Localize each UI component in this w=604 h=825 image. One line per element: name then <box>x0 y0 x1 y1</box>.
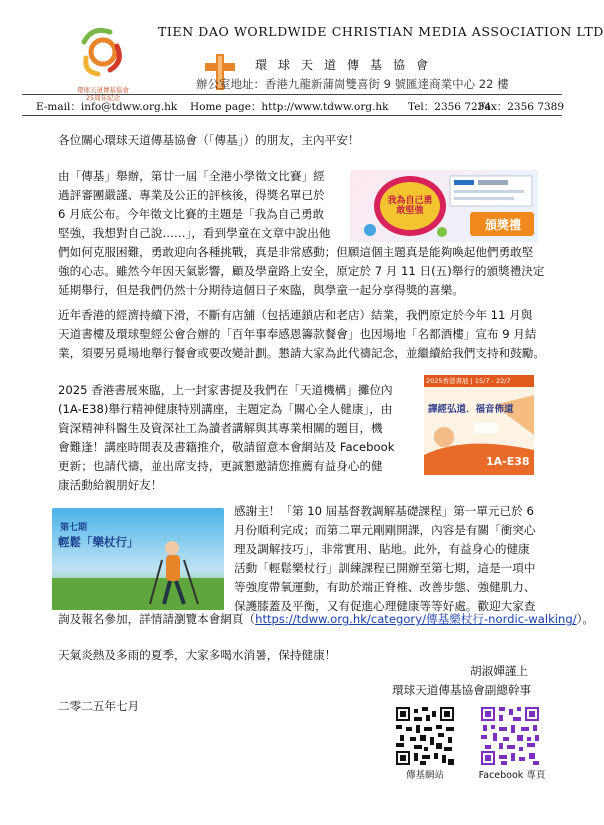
p3-line: 2025 香港書展來臨，上一封家書提及我們在「天道機構」攤位內 <box>58 383 393 397</box>
p1-line: 們如何克服困難，勇敢迎向各種挑戰，真是非常感動；但願這個主題真是能夠喚起他們勇敢堅 <box>58 245 534 259</box>
p1-line: 延期舉行，但是我們仍然十分期待這個日子來臨，與學童一起分享得獎的喜樂。 <box>58 283 464 297</box>
p3-line: 更新；也請代禱，並出席支持，更誠懇邀請您推薦有益身心的健 <box>58 459 383 473</box>
p3-line: 資深精神科醫生及資深社工為讀者講解與其專業相關的題目，機 <box>58 421 383 435</box>
link-prefix: 詢及報名參加，詳情請瀏覽本會網頁（ <box>58 612 256 626</box>
p4-line: 等強度帶氧運動，有助於端正脊椎、改善步態、強健肌力、 <box>234 580 536 594</box>
p1-line: 強的心志。雖然今年因天氣影響，顧及學童路上安全，原定於 7 月 11 日(五)舉行的頒獎禮決定 <box>58 264 545 278</box>
p4-line: 月份順利完成；而第二單元剛剛開課，內容是有關「衝突心 <box>234 523 536 537</box>
book-fair-image <box>424 375 534 475</box>
award-ceremony-label: 頒獎禮 <box>484 218 521 232</box>
paragraph-essay-competition-cont <box>58 243 558 300</box>
letter-date: 二零二五年七月 <box>58 699 140 713</box>
p2-line: 業，須要另覓場地舉行餐會或要改變計劃。懇請大家為此代禱記念，並繼續給我們支持和鼓勵。 <box>58 346 545 360</box>
p1-line: 過評審團嚴謹、專業及公正的評核後，得獎名單已於 <box>58 188 325 202</box>
p3-line: 康活動給親朋好友！ <box>58 478 163 492</box>
book-fair-dates: 2025香港書展 | 15/7 - 22/7 <box>426 377 511 385</box>
facebook-qr-label: Facebook 專頁 <box>478 770 546 781</box>
p1-line: 6 月底公布。今年徵文比賽的主題是「我為自己勇敢 <box>58 207 325 221</box>
essay-title: 我為自己勇敢堅強 <box>387 196 433 216</box>
walking-page-link[interactable]: https://tdww.org.hk/category/傳基樂杖行-nordic-walking/ <box>255 612 577 626</box>
logo-caption: 環球天道傳基協會 25周年紀念 <box>77 86 129 102</box>
booth-number: 1A-E38 <box>486 455 530 468</box>
paragraph-walking-link-line <box>58 610 595 629</box>
contact-homepage[interactable]: Home page：http://www.tdww.org.hk <box>190 101 389 113</box>
signature-title: 環球天道傳基協會副總幹事 <box>392 683 532 697</box>
p4-line: 感謝主！「第 10 屆基督教調解基礎課程」第一單元已於 6 <box>234 504 534 518</box>
walking-title: 輕鬆「樂杖行」 <box>58 535 139 549</box>
closing-remark: 天氣炎熱及多雨的夏季，大家多喝水消暑，保持健康！ <box>58 648 337 662</box>
anniversary-logo <box>62 22 144 102</box>
p2-line: 天道書樓及環球聖經公會合辦的「百年事奉感恩籌款餐會」也因場地「名都酒樓」宣布 9 月結 <box>58 327 537 341</box>
signature-name: 胡淑嬋謹上 <box>470 664 528 678</box>
office-address: 辦公室地址：香港九龍新蒲崗雙喜街 9 號匯達商業中心 22 樓 <box>196 77 509 91</box>
p3-line: (1A-E38)舉行精神健康特別講座，主題定為「關心全人健康」，由 <box>58 402 393 416</box>
paragraph-fundraising-dinner <box>58 306 558 363</box>
p1-line: 由「傳基」舉辦，第廿一屆「全港小學徵文比賽」經 <box>58 169 325 183</box>
paragraph-book-fair <box>58 381 418 495</box>
p4-line: 活動「輕鬆樂杖行」訓練課程已開辦至第七期，這是一項中 <box>234 561 536 575</box>
walking-edition: 第七期 <box>60 523 88 533</box>
book-fair-title: 譯經弘道．福音佈道 <box>428 404 514 415</box>
contact-email[interactable]: E-mail：info@tdww.org.hk <box>36 101 178 113</box>
greeting: 各位關心環球天道傳基協會（「傳基」）的朋友，主內平安！ <box>58 133 360 147</box>
paragraph-mediation-walking <box>234 502 554 616</box>
nordic-walking-image <box>52 508 224 610</box>
org-name-chinese: 環球天道傳基協會 <box>255 58 440 72</box>
website-qr-label: 傳基網站 <box>405 770 444 781</box>
org-name-english: TIEN DAO WORLDWIDE CHRISTIAN MEDIA ASSOCIATION LTD <box>158 24 604 39</box>
p3-line: 會難逢！講座時間表及書籍推介，敬請留意本會網站及 Facebook <box>58 440 395 454</box>
paragraph-essay-competition <box>58 167 348 243</box>
website-qr-code[interactable] <box>396 707 454 765</box>
p2-line: 近年香港的經濟持續下滑，不斷有店舖（包括連鎖店和老店）結業，我們原定於今年 11 月與 <box>58 308 533 322</box>
p4-line: 保護膝蓋及平衡，又有促進心理健康等等好處。歡迎大家查 <box>234 599 536 613</box>
contact-tel: Tel：2356 7234 <box>408 101 492 113</box>
link-suffix: ）。 <box>576 612 595 626</box>
contact-bar <box>22 94 565 116</box>
p4-line: 理及調解技巧」，非常實用、貼地。此外，有益身心的健康 <box>234 542 530 556</box>
facebook-qr-code[interactable] <box>481 707 539 765</box>
contact-fax: Fax：2356 7389 <box>478 101 565 113</box>
essay-award-image <box>350 170 538 242</box>
p1-line: 堅強，我想對自己說……」，看到學童在文章中說出他 <box>58 226 331 240</box>
